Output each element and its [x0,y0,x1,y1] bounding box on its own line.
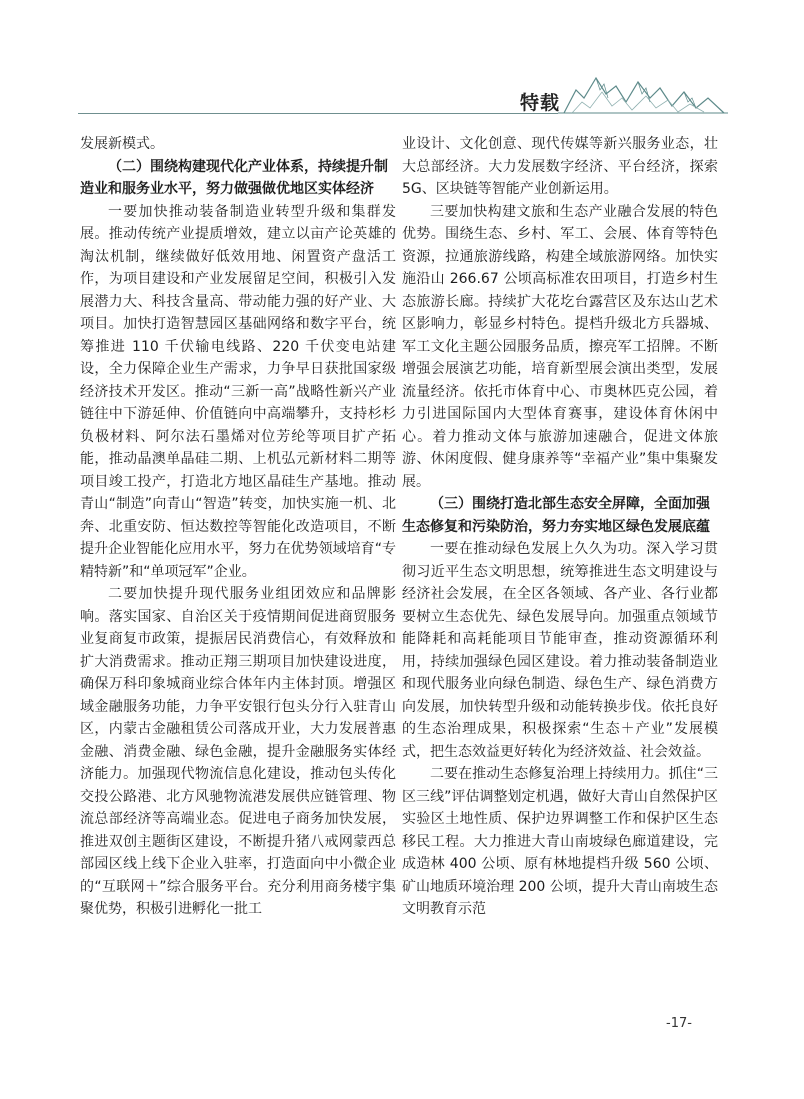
paragraph-ecological-restoration: 二要在推动生态修复治理上持续用力。抓住“三区三线”评估调整划定机遇，做好大青山自然保护区实验区土地性质、保护边界调整工作和保护区生态移民工程。大力推进大青山南坡绿色廊道建设，完成造林 400 公顷、原有林地提档升级 560 公顷、矿山地质环境治理 200 公顷，提升大青山南坡生态文明教育示范 [402,766,718,917]
right-column [402,133,718,921]
page-header [0,0,804,118]
page-number: -17- [666,1016,692,1031]
paragraph-tourism: 三要加快构建文旅和生态产业融合发展的特色优势。围绕生态、乡村、军工、会展、体育等特色资源，拉通旅游线路，构建全域旅游网络。加快实施沿山 266.67 公顷高标准农田项目，打造乡村生态旅游长廊。持续扩大花圪台露营区及东达山艺术区影响力，彰显乡村特色。提档升级北方兵器城、军工文化主题公园服务品质，擦亮军工招牌。不断增强会展演艺功能，培育新型展会演出类型，发展流量经济。依托市体育中心、市奥林匹克公园，着力引进国际国内大型体育赛事，建设体育休闲中心。着力推动文体与旅游加速融合，促进文体旅游、休闲度假、健身康养等“幸福产业”集中集聚发展。 [402,203,718,490]
paragraph-intro-end: 发展新模式。 [80,136,164,152]
paragraph-services: 二要加快提升现代服务业组团效应和品牌影响。落实国家、自治区关于疫情期间促进商贸服务业复商复市政策，提振居民消费信心，有效释放和扩大消费需求。推动正翔三期项目加快建设进度，确保万科印象城商业综合体年内主体封顶。增强区域金融服务功能，力争平安银行包头分行入驻青山区，内蒙古金融租赁公司落成开业，大力发展普惠金融、消费金融、绿色金融，提升金融服务实体经济能力。加强现代物流信息化建设，推动包头传化交投公路港、北方风驰物流港发展供应链管理、物流总部经济等高端业态。促进电子商务加快发展，推进双创主题街区建设，不断提升猪八戒网蒙西总部园区线上线下企业入驻率，打造面向中小微企业的“互联网＋”综合服务平台。充分利用商务楼宇集聚优势，积极引进孵化一批工 [80,586,396,917]
section-heading-three: （三）围绕打造北部生态安全屏障，全面加强生态修复和污染防治，努力夯实地区绿色发展底蕴 [402,496,710,535]
header-rule [78,113,558,114]
paragraph-manufacturing: 一要加快推动装备制造业转型升级和集群发展。推动传统产业提质增效，建立以亩产论英雄的淘汰机制，继续做好低效用地、闲置资产盘活工作，为项目建设和产业发展留足空间，积极引入发展潜力大、科技含量高、带动能力强的好产业、大项目。加快打造智慧园区基础网络和数字平台，统筹推进 110 千伏输电线路、220 千伏变电站建设，全力保障企业生产需求，力争早日获批国家级经济技术开发区。推动“三新一高”战略性新兴产业链往中下游延伸、价值链向中高端攀升，支持杉杉负极材料、阿尔法石墨烯对位芳纶等项目扩产拓能，推动晶澳单晶硅二期、上机弘元新材料二期等项目竣工投产，打造北方地区晶硅生产基地。推动青山“制造”向青山“智造”转变，加快实施一机、北奔、北重安防、恒达数控等智能化改造项目，不断提升企业智能化应用水平，努力在优势领域培育“专精特新”和“单项冠军”企业。 [80,203,396,580]
mountain-icon [558,68,728,118]
paragraph-services-continued: 业设计、文化创意、现代传媒等新兴服务业态，壮大总部经济。大力发展数字经济、平台经济，探索 5G、区块链等智能产业创新运用。 [402,136,718,197]
left-column [80,133,396,921]
section-title: 特载 [520,92,561,114]
paragraph-green-development: 一要在推动绿色发展上久久为功。深入学习贯彻习近平生态文明思想，统筹推进生态文明建设与经济社会发展，在全区各领域、各产业、各行业都要树立生态优先、绿色发展导向。加强重点领域节能降耗和高耗能项目节能审查，推动资源循环利用，持续加强绿色园区建设。着力推动装备制造业和现代服务业向绿色制造、绿色生产、绿色消费方向发展，加快转型升级和动能转换步伐。依托良好的生态治理成果，积极探索“生态＋产业”发展模式，把生态效益更好转化为经济效益、社会效益。 [402,541,718,760]
section-heading-two: （二）围绕构建现代化产业体系，持续提升制造业和服务业水平，努力做强做优地区实体经济 [80,158,388,197]
